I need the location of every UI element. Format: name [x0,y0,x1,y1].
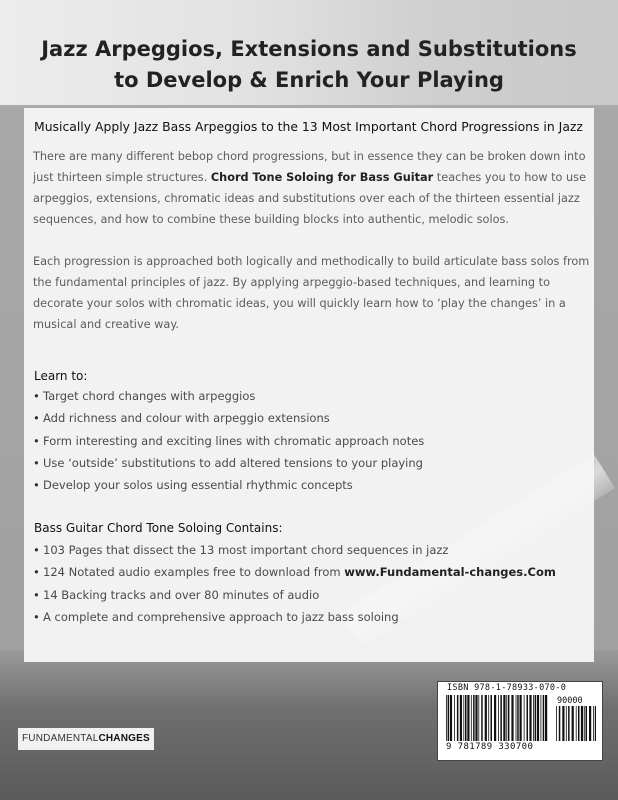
barcode-bar [595,706,596,741]
barcode-bar [589,706,591,741]
method-paragraph: Each progression is approached both logically and methodically to build articulate bass solos from the fundamental principles of jazz. By applying arpeggio-based techniques, and learning to decorate your solos with chromatic ideas, you will quickly learn how to ‘play the changes’ in a musical and creative way. [33,255,590,331]
list-item-text: 124 Notated audio examples free to download from [43,565,345,580]
barcode-bar [471,695,472,741]
barcode-bar [527,695,529,741]
bullet-glyph: • [33,411,40,426]
list-item [33,474,424,496]
barcode-bar [457,695,459,741]
barcode-bar [524,695,525,741]
bullet-glyph: • [33,389,40,403]
learn-heading: Learn to: [34,369,88,383]
website-link[interactable]: www.Fundamental-changes.Com [344,565,556,580]
barcode-bar [475,695,477,741]
list-item-text: 103 Pages that dissect the 13 most important chord sequences in jazz [43,543,449,557]
barcode-bar [568,706,570,741]
bullet-glyph: • [33,609,40,624]
logo-light-text: FUNDAMENTAL [22,733,99,744]
barcode-bar [488,695,489,741]
barcode-bar [498,695,499,741]
learn-list [33,385,424,496]
list-item [33,606,556,628]
barcode-bar [537,695,539,741]
subtitle: Musically Apply Jazz Bass Arpeggios to the 13 Most Important Chord Progressions in Jazz [34,119,583,134]
list-item [33,584,556,606]
barcode-bar [506,695,507,741]
barcode-bar [562,706,564,741]
barcode-bar [494,695,496,741]
barcode-bar [454,695,455,741]
list-item [33,539,556,561]
barcode-bar [535,695,537,741]
bullet-glyph: • [33,478,40,493]
publisher-logo [22,733,150,744]
title-line-1: Jazz Arpeggios, Extensions and Substitutions [41,37,577,61]
barcode-bar [545,695,547,741]
list-item [33,452,424,474]
barcode-bar [520,695,522,741]
barcode-bar [516,695,517,741]
logo-bold-text: CHANGES [98,733,150,744]
list-item-text: Use ‘outside’ substitutions to add altered tensions to your playing [43,455,423,470]
list-item [33,561,556,583]
barcode-bar [541,695,542,741]
barcode-bar [481,695,483,741]
barcode-bar [517,695,519,741]
bullet-glyph: • [33,455,40,470]
list-item-text: Form interesting and exciting lines with chromatic approach notes [43,433,425,448]
barcode-bar [584,706,585,741]
barcode-bar [578,706,580,741]
list-item-text: Develop your solos using essential rhythmic concepts [43,478,353,493]
barcode-bar [465,695,467,741]
bullet-glyph: • [33,587,40,602]
barcode-bar [473,695,475,741]
barcode-bar [450,695,452,741]
intro-paragraph [33,146,591,230]
barcode-bar [485,695,487,741]
barcode-bar [448,695,450,741]
barcode-bar [491,695,493,741]
bullet-glyph: • [33,433,40,448]
list-item-text: Target chord changes with arpeggios [43,389,256,403]
barcode-bar [446,695,447,741]
list-item-text: Add richness and colour with arpeggio extensions [43,411,330,426]
barcode-bar [529,695,531,741]
intro-text-end: teaches you to how to use arpeggios, extensions, chromatic ideas and substitutions over each of the thirteen essential jazz sequences, and how to combine these building blocks into authentic, melodic solos. [33,171,587,226]
list-item-text: 14 Backing tracks and over 80 minutes of audio [43,587,320,602]
barcode-bar [463,695,464,741]
list-item [33,407,424,429]
cover-title [10,34,608,96]
intro-text-start: There are many different bebop chord progressions, but in essence they can be broken down into just thirteen simple structures. [33,150,586,184]
contains-heading: Bass Guitar Chord Tone Soloing Contains: [34,521,283,535]
barcode-digits: 9 781789 330700 [446,742,534,752]
barcode-bar [508,695,510,741]
barcode-bar [533,695,534,741]
barcode-bar [500,695,502,741]
list-item [33,385,424,407]
barcode-bar [556,706,557,741]
barcode-bar [576,706,577,741]
barcode-bar [478,695,479,741]
barcode-bar [572,706,574,741]
barcode-bar [543,695,545,741]
barcode-bar [593,706,594,741]
contains-list [33,539,556,628]
barcode-bar [581,706,583,741]
list-item-text: A complete and comprehensive approach to jazz bass soloing [43,609,399,624]
barcode-bar [460,695,462,741]
bullet-glyph: • [33,565,40,580]
isbn-text: ISBN 978-1-78933-070-0 [447,683,567,693]
barcode-bar [511,695,513,741]
barcode-bar [503,695,505,741]
list-item [33,430,424,452]
book-title-bold: Chord Tone Soloing for Bass Guitar [210,171,434,184]
barcode-bar [559,706,561,741]
addon-digits: 90000 [557,696,583,706]
addon-barcode-icon [556,706,596,741]
bullet-glyph: • [33,543,40,557]
title-line-2: to Develop & Enrich Your Playing [114,68,504,92]
barcode-icon [446,695,548,741]
barcode-bar [566,706,567,741]
barcode-bar [586,706,588,741]
barcode-bar [467,695,469,741]
